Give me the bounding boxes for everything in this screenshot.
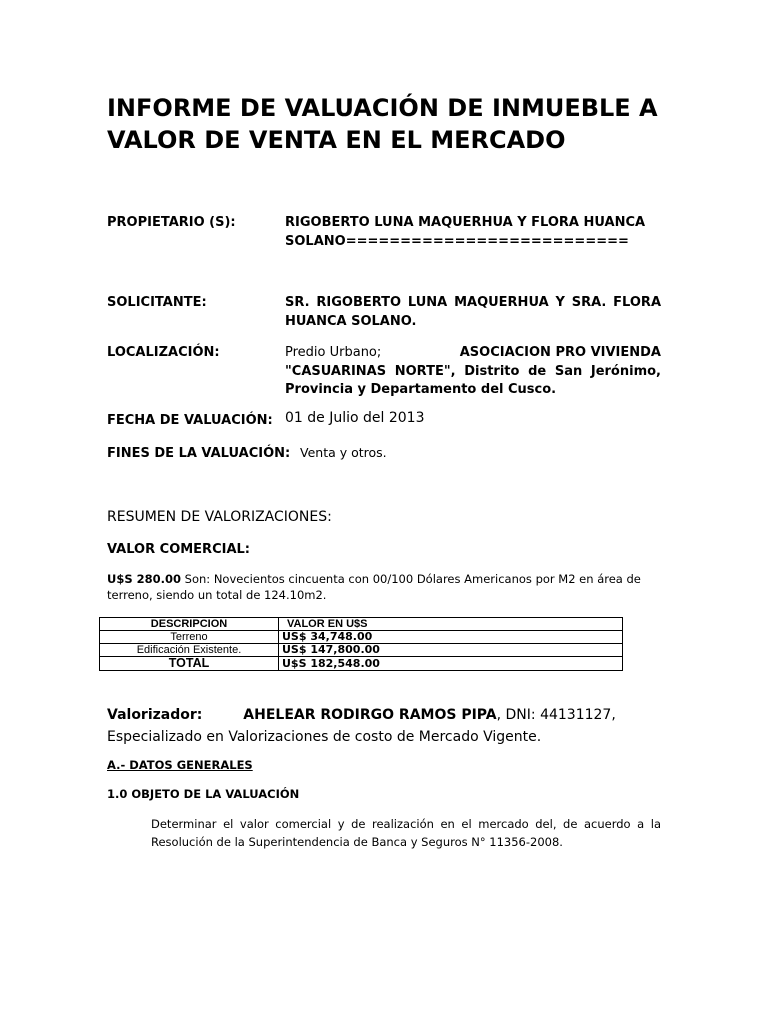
document-title: INFORME DE VALUACIÓN DE INMUEBLE A VALOR DE VENTA EN EL MERCADO: [107, 94, 658, 154]
propietario-line1: RIGOBERTO LUNA MAQUERHUA Y FLORA HUANCA: [285, 215, 646, 230]
objeto-paragraph: Determinar el valor comercial y de realización en el mercado del, de acuerdo a la Resolución de la Superintendencia de Banca y Seguros N° 11356-2008.: [151, 817, 661, 849]
solicitante-line1: SR. RIGOBERTO LUNA MAQUERHUA Y SRA. FLORA: [285, 295, 661, 310]
section-1-heading: 1.0 OBJETO DE LA VALUACIÓN: [107, 787, 300, 801]
valorizador-dni: , DNI: 44131127,: [496, 707, 616, 723]
propietario-label: PROPIETARIO (S):: [107, 215, 236, 230]
valuation-table: [99, 617, 623, 671]
localizacion-label: LOCALIZACIÓN:: [107, 345, 220, 360]
solicitante-label: SOLICITANTE:: [107, 295, 207, 310]
section-a-heading: A.- DATOS GENERALES: [107, 758, 253, 772]
localizacion-prefix: Predio Urbano;: [285, 345, 382, 360]
valor-comercial-amount: U$S 280.00: [107, 572, 182, 586]
propietario-value: [285, 214, 661, 251]
solicitante-line2: HUANCA SOLANO.: [285, 313, 417, 329]
localizacion-line3: Provincia y Departamento del Cusco.: [285, 382, 557, 397]
table-header-row: [100, 618, 623, 631]
row-valor: US$ 34,748.00: [279, 631, 623, 644]
valorizador-line1: [107, 704, 707, 726]
resumen-heading: RESUMEN DE VALORIZACIONES:: [107, 509, 332, 525]
table-total-row: [100, 657, 623, 671]
valorizador-line2: Especializado en Valorizaciones de costo de Mercado Vigente.: [107, 729, 542, 745]
table-row: [100, 644, 623, 657]
fines-value: Venta y otros.: [300, 445, 387, 460]
fines-label: FINES DE LA VALUACIÓN:: [107, 446, 291, 461]
row-valor: US$ 147,800.00: [279, 644, 623, 657]
table-row: [100, 631, 623, 644]
valorizador-block: [107, 704, 707, 748]
row-desc: Terreno: [100, 631, 279, 644]
valorizador-name: AHELEAR RODIRGO RAMOS PIPA: [243, 707, 497, 723]
localizacion-line2: "CASUARINAS NORTE", Distrito de San Jerónimo,: [285, 363, 661, 379]
header-descripcion: DESCRIPCION: [100, 618, 279, 631]
row-desc: Edificación Existente.: [100, 644, 279, 657]
header-valor: VALOR EN U$S: [279, 618, 623, 631]
localizacion-value: [285, 344, 661, 400]
solicitante-value: [285, 294, 661, 331]
valor-comercial-label: VALOR COMERCIAL:: [107, 542, 250, 557]
total-label: TOTAL: [100, 657, 279, 671]
localizacion-line1: [285, 344, 661, 363]
fecha-value: 01 de Julio del 2013: [285, 410, 425, 426]
valor-comercial-description: Son: Novecientos cincuenta con 00/100 Dólares Americanos por M2 en área de terreno, siendo un total de 124.10m2.: [107, 572, 641, 602]
valorizador-label: Valorizador:: [107, 707, 203, 723]
total-value: U$S 182,548.00: [279, 657, 623, 671]
propietario-line2: SOLANO==========================: [285, 233, 629, 249]
fecha-label: FECHA DE VALUACIÓN:: [107, 413, 273, 428]
valor-comercial-text: [107, 571, 647, 603]
localizacion-asociacion: ASOCIACION PRO VIVIENDA: [459, 345, 661, 360]
